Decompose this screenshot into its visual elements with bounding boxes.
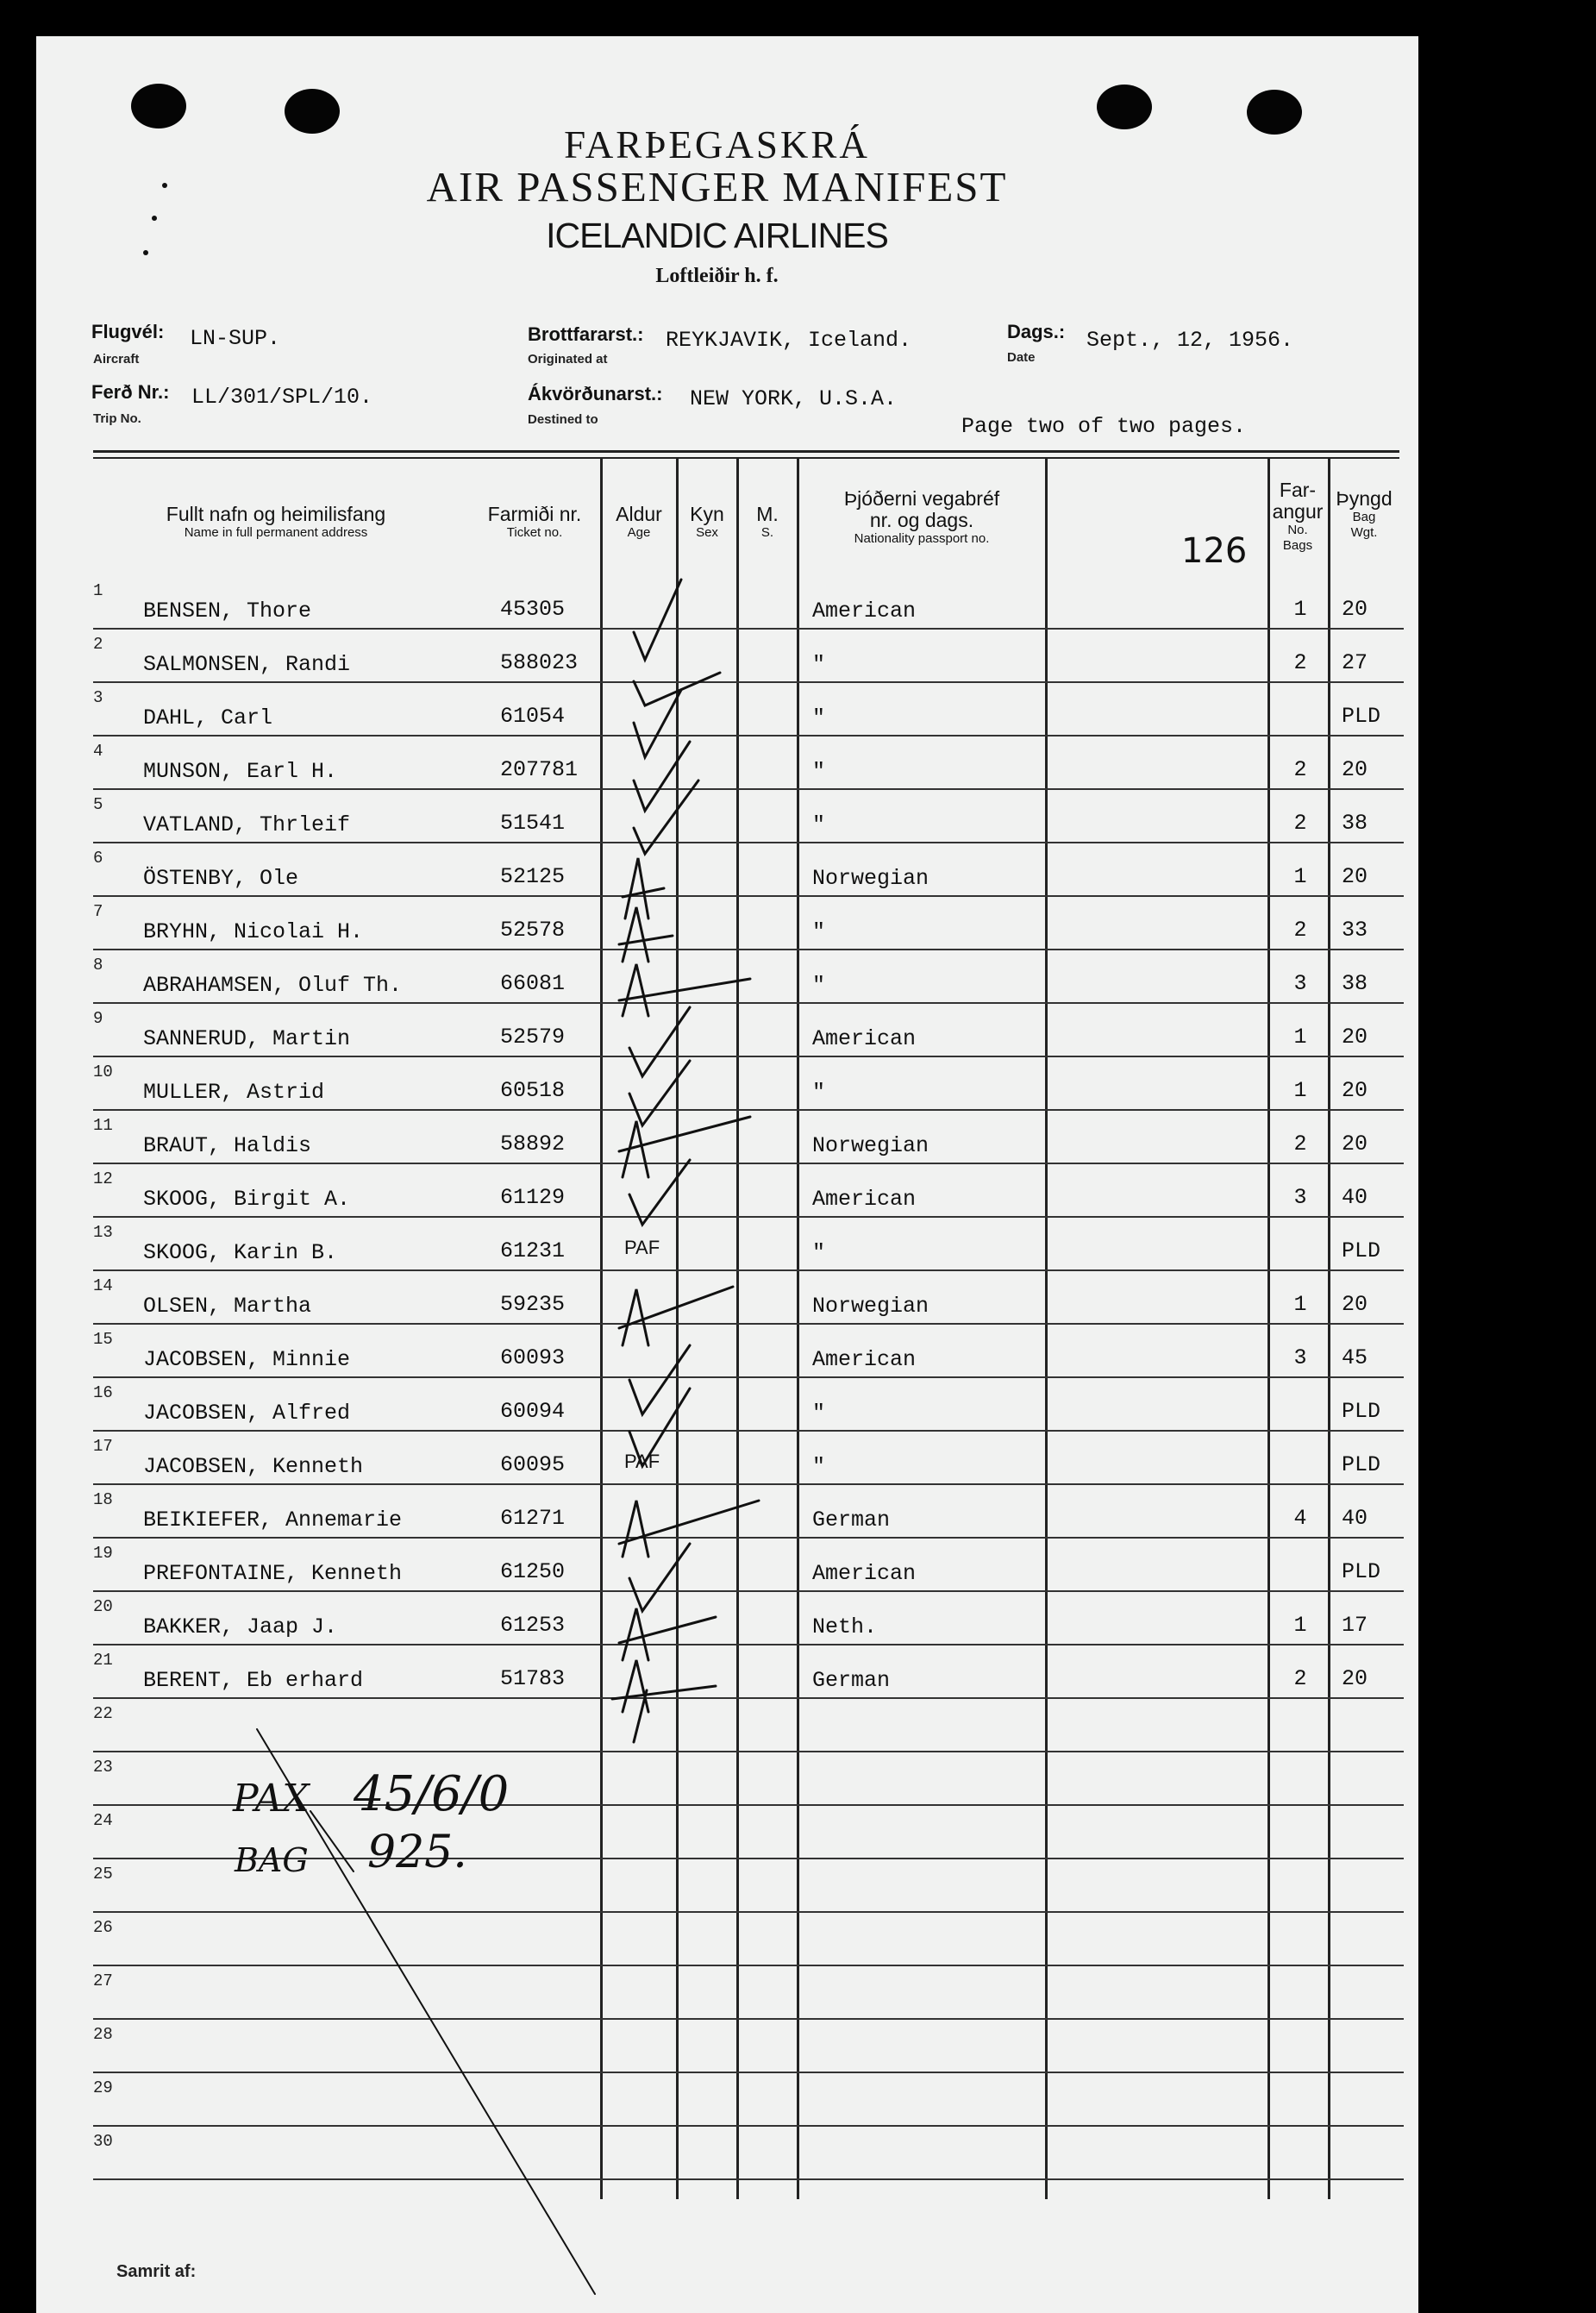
passenger-name: SKOOG, Birgit A. [143,1187,351,1212]
passenger-name: SALMONSEN, Randi [143,652,351,677]
initial-a-mark [619,1287,733,1345]
nationality: " [812,1080,826,1105]
col-name-title: Fullt nafn og heimilisfang [166,503,386,525]
ticket-number: 45305 [500,597,566,622]
nationality: " [812,1454,826,1479]
check-mark-icon [629,1160,690,1225]
nationality: German [812,1508,891,1533]
nationality: Norwegian [812,1294,929,1319]
ticket-number: 51783 [500,1666,566,1691]
col-ticket-subtitle: Ticket no. [506,525,563,540]
page-number-handwritten: 126 [1181,531,1248,571]
bag-weight: 20 [1342,864,1368,889]
passenger-name: VATLAND, Thrleif [143,812,351,837]
row-number: 5 [93,795,103,814]
bag-value-handwritten: 925. [367,1827,467,1878]
row-number: 21 [93,1651,113,1670]
row-number: 10 [93,1062,113,1081]
check-mark-icon [629,1007,690,1076]
destination-label: Ákvörðunarst.: [528,383,663,404]
col-pieces-title-2: angur [1272,500,1324,523]
passenger-name: ÖSTENBY, Ole [143,866,299,891]
col-weight-subtitle-2: Wgt. [1350,525,1378,540]
aircraft-value: LN-SUP. [190,326,281,351]
nationality: American [812,1187,917,1212]
passenger-name: ABRAHAMSEN, Oluf Th. [143,973,403,998]
col-nationality-subtitle: Nationality passport no. [854,531,990,546]
nationality: " [812,919,826,944]
aircraft-label-en: Aircraft [93,352,140,367]
row-number: 22 [93,1704,113,1723]
title-english: AIR PASSENGER MANIFEST [426,163,1008,210]
nationality: " [812,812,826,837]
date-label: Dags.: [1007,321,1066,342]
row-number: 23 [93,1758,113,1777]
bag-weight: 20 [1342,1025,1368,1050]
row-number: 4 [93,742,103,761]
bag-weight: 38 [1342,811,1368,836]
ticket-number: 61250 [500,1559,566,1584]
col-pieces-title: Far- [1279,479,1317,501]
check-mark-icon [634,580,681,660]
bag-weight: 40 [1342,1185,1368,1210]
row-number: 19 [93,1544,113,1563]
date-label-en: Date [1007,350,1036,365]
row-number: 1 [93,581,103,600]
col-age-subtitle: Age [627,525,651,540]
passenger-name: SKOOG, Karin B. [143,1240,338,1265]
page-note: Page two of two pages. [961,414,1247,439]
ticket-number: 61253 [500,1613,566,1638]
initial-a-mark [612,1660,716,1712]
bag-count: 1 [1293,1078,1307,1103]
passenger-name: OLSEN, Martha [143,1294,312,1319]
origin-label: Brottfararst.: [528,323,644,345]
bag-weight: PLD [1342,1399,1381,1424]
row-number: 30 [93,2132,113,2151]
row-number: 6 [93,849,103,868]
nationality: American [812,1347,917,1372]
passenger-name: JACOBSEN, Alfred [143,1401,351,1426]
col-ms-title: M. [756,503,779,525]
airline-name: ICELANDIC AIRLINES [546,216,888,255]
destination-label-en: Destined to [528,412,598,427]
passenger-name: PREFONTAINE, Kenneth [143,1561,403,1586]
col-sex-title: Kyn [690,503,724,525]
bag-weight: 40 [1342,1506,1368,1531]
check-mark-icon [634,1690,647,1742]
passenger-name: MULLER, Astrid [143,1080,325,1105]
ticket-number: 207781 [500,757,579,782]
nationality: American [812,599,917,624]
row-number: 14 [93,1276,113,1295]
ticket-number: 60095 [500,1452,566,1477]
row-number: 13 [93,1223,113,1242]
row-number: 2 [93,635,103,654]
bag-weight: 20 [1342,1292,1368,1317]
nationality: " [812,973,826,998]
bag-weight: 20 [1342,1078,1368,1103]
col-ticket-title: Farmiði nr. [487,503,582,525]
ticket-number: 61231 [500,1238,566,1263]
ticket-number: 61054 [500,704,566,729]
passenger-name: MUNSON, Earl H. [143,759,338,784]
nationality: " [812,652,826,677]
footer-note: Samrit af: [116,2262,197,2281]
bag-count: 1 [1293,597,1307,622]
row-number: 12 [93,1169,113,1188]
row-number: 16 [93,1383,113,1402]
col-nationality-title-2: nr. og dags. [869,509,974,531]
passenger-name: DAHL, Carl [143,705,273,730]
col-weight-subtitle: Bag [1352,510,1376,524]
ticket-number: 66081 [500,971,566,996]
bag-count: 4 [1293,1506,1307,1531]
bag-label-handwritten: BAG [235,1841,309,1879]
nationality: Norwegian [812,866,929,891]
nationality: Neth. [812,1614,878,1639]
passenger-name: SANNERUD, Martin [143,1026,351,1051]
row-number: 24 [93,1811,113,1830]
col-name-subtitle: Name in full permanent address [184,525,368,540]
passenger-name: BEIKIEFER, Annemarie [143,1508,403,1533]
col-pieces-subtitle-2: Bags [1282,538,1313,553]
ticket-number: 588023 [500,650,579,675]
row-number: 11 [93,1116,113,1135]
passenger-name: JACOBSEN, Kenneth [143,1454,364,1479]
nationality: " [812,759,826,784]
bag-count: 2 [1293,1666,1307,1691]
passenger-name: BAKKER, Jaap J. [143,1614,338,1639]
bag-weight: 27 [1342,650,1368,675]
ticket-number: 52125 [500,864,566,889]
bag-weight: 33 [1342,918,1368,943]
row-number: 26 [93,1918,113,1937]
row-number: 3 [93,688,103,707]
nationality: " [812,1240,826,1265]
initial-a-mark [619,1501,759,1557]
aircraft-label: Flugvél: [91,321,165,342]
ticket-number: 60094 [500,1399,566,1424]
ticket-number: 51541 [500,811,566,836]
age-note: PAF [624,1237,660,1258]
bag-weight: PLD [1342,1452,1381,1477]
diagonal-strike-line [257,1729,595,2294]
bag-count: 3 [1293,1185,1307,1210]
pax-value-handwritten: 45/6/0 [354,1766,510,1822]
bag-weight: 20 [1342,757,1368,782]
row-number: 18 [93,1490,113,1509]
col-weight-title: Þyngd [1336,487,1393,510]
initial-a-mark [619,1608,716,1660]
bag-count: 1 [1293,1613,1307,1638]
bag-weight: PLD [1342,704,1381,729]
bag-count: 1 [1293,1292,1307,1317]
bag-count: 2 [1293,757,1307,782]
initial-a-mark [619,907,673,962]
bag-count: 2 [1293,1131,1307,1156]
title-icelandic: FARÞEGASKRÁ [564,123,870,166]
row-number: 7 [93,902,103,921]
destination-value: NEW YORK, U.S.A. [690,386,898,411]
row-number: 9 [93,1009,103,1028]
check-mark-icon [629,1544,690,1611]
age-note: PAF [624,1451,660,1472]
col-sex-subtitle: Sex [696,525,718,540]
row-number: 17 [93,1437,113,1456]
origin-value: REYKJAVIK, Iceland. [666,328,912,353]
initial-a-mark [623,858,664,918]
bag-count: 1 [1293,864,1307,889]
row-number: 8 [93,956,103,975]
nationality: " [812,1401,826,1426]
row-number: 29 [93,2078,113,2097]
ticket-number: 61129 [500,1185,566,1210]
initial-a-mark [619,964,750,1016]
col-nationality-title: Þjóðerni vegabréf [843,487,1000,510]
row-number: 15 [93,1330,113,1349]
bag-count: 2 [1293,811,1307,836]
nationality: Norwegian [812,1133,929,1158]
check-mark-icon [634,780,698,854]
nationality: American [812,1026,917,1051]
origin-label-en: Originated at [528,352,608,367]
bag-count: 3 [1293,971,1307,996]
nationality: American [812,1561,917,1586]
ticket-number: 61271 [500,1506,566,1531]
nationality: German [812,1668,891,1693]
col-ms-subtitle: S. [760,525,774,540]
bag-weight: 20 [1342,1666,1368,1691]
passenger-name: BENSEN, Thore [143,599,312,624]
bag-weight: 20 [1342,597,1368,622]
passenger-name: BERENT, Eb erhard [143,1668,364,1693]
check-mark-icon [629,1388,690,1466]
row-number: 20 [93,1597,113,1616]
bag-weight: 45 [1342,1345,1368,1370]
bag-count: 2 [1293,650,1307,675]
bag-weight: PLD [1342,1238,1381,1263]
bag-weight: 20 [1342,1131,1368,1156]
pax-label-handwritten: PAX [233,1777,310,1821]
col-age-title: Aldur [616,503,662,525]
row-number: 27 [93,1971,113,1990]
bag-weight: 38 [1342,971,1368,996]
airline-subname: Loftleiðir h. f. [655,265,779,287]
trip-value: LL/301/SPL/10. [191,385,373,410]
ticket-number: 52579 [500,1025,566,1050]
bag-count: 2 [1293,918,1307,943]
trip-label: Ferð Nr.: [91,381,170,403]
ticket-number: 60518 [500,1078,566,1103]
row-number: 25 [93,1865,113,1884]
nationality: " [812,705,826,730]
bag-weight: PLD [1342,1559,1381,1584]
passenger-name: BRYHN, Nicolai H. [143,919,364,944]
ticket-number: 58892 [500,1131,566,1156]
passenger-name: JACOBSEN, Minnie [143,1347,351,1372]
row-number: 28 [93,2025,113,2044]
bag-count: 3 [1293,1345,1307,1370]
bag-weight: 17 [1342,1613,1368,1638]
ticket-number: 60093 [500,1345,566,1370]
handwritten-slash [310,1811,354,1871]
ticket-number: 52578 [500,918,566,943]
trip-label-en: Trip No. [93,411,141,426]
date-value: Sept., 12, 1956. [1086,328,1294,353]
bag-count: 1 [1293,1025,1307,1050]
col-pieces-subtitle: No. [1287,523,1308,537]
passenger-name: BRAUT, Haldis [143,1133,312,1158]
ticket-number: 59235 [500,1292,566,1317]
